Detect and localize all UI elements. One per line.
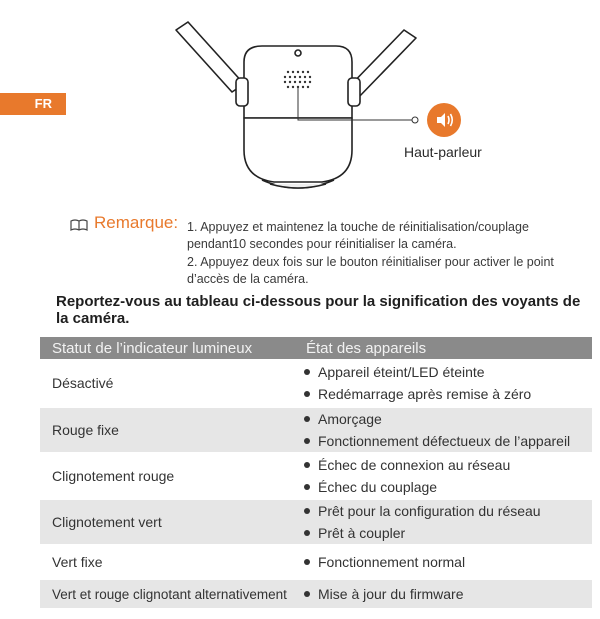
bullet-icon bbox=[304, 508, 310, 514]
bullet-icon bbox=[304, 416, 310, 422]
note-label: Remarque: bbox=[94, 213, 179, 232]
table-row bbox=[40, 545, 592, 579]
note-item: 1. Appuyez et maintenez la touche de réinitialisation/couplage pendant10 secondes pour réinitialiser la caméra. bbox=[187, 220, 529, 251]
bullet-icon bbox=[304, 462, 310, 468]
states-cell bbox=[300, 499, 592, 545]
state-item: Mise à jour du firmware bbox=[304, 583, 592, 605]
status-cell: Désactivé bbox=[40, 359, 300, 407]
status-cell: Vert fixe bbox=[40, 545, 300, 579]
states-cell bbox=[300, 545, 592, 579]
table-row bbox=[40, 359, 592, 407]
state-item: Prêt à coupler bbox=[304, 522, 592, 544]
state-item: Amorçage bbox=[304, 408, 592, 430]
state-item: Échec de connexion au réseau bbox=[304, 454, 592, 476]
speaker-label: Haut-parleur bbox=[404, 144, 482, 160]
note-item: 2. Appuyez deux fois sur le bouton réinitialiser pour activer le point d’accès de la caméra. bbox=[187, 255, 554, 286]
led-status-table bbox=[40, 337, 592, 610]
states-cell bbox=[300, 453, 592, 499]
table-row bbox=[40, 407, 592, 453]
status-cell: Clignotement vert bbox=[40, 499, 300, 545]
states-cell bbox=[300, 579, 592, 609]
intro-text: Reportez-vous au tableau ci-dessous pour la signification des voyants de la caméra. bbox=[56, 293, 581, 327]
column-header-states: État des appareils bbox=[300, 337, 592, 359]
book-icon bbox=[70, 219, 88, 231]
states-cell bbox=[300, 359, 592, 407]
state-item: Fonctionnement normal bbox=[304, 551, 592, 573]
state-item: Redémarrage après remise à zéro bbox=[304, 383, 592, 405]
language-tab: FR bbox=[0, 93, 66, 115]
bullet-icon bbox=[304, 369, 310, 375]
states-cell bbox=[300, 407, 592, 453]
camera-illustration bbox=[0, 0, 600, 200]
bullet-icon bbox=[304, 559, 310, 565]
state-item: Prêt pour la configuration du réseau bbox=[304, 500, 592, 522]
table-row bbox=[40, 579, 592, 609]
bullet-icon bbox=[304, 391, 310, 397]
status-cell: Rouge fixe bbox=[40, 407, 300, 453]
bullet-icon bbox=[304, 484, 310, 490]
note-list bbox=[187, 219, 582, 289]
status-cell: Clignotement rouge bbox=[40, 453, 300, 499]
bullet-icon bbox=[304, 530, 310, 536]
speaker-icon bbox=[427, 103, 461, 137]
state-item: Fonctionnement défectueux de l’appareil bbox=[304, 430, 592, 452]
state-item: Échec du couplage bbox=[304, 476, 592, 498]
column-header-status: Statut de l’indicateur lumineux bbox=[40, 337, 300, 359]
status-cell: Vert et rouge clignotant alternativement bbox=[40, 579, 300, 609]
table-row bbox=[40, 453, 592, 499]
table-row bbox=[40, 499, 592, 545]
state-item: Appareil éteint/LED éteinte bbox=[304, 361, 592, 383]
bullet-icon bbox=[304, 591, 310, 597]
bullet-icon bbox=[304, 438, 310, 444]
